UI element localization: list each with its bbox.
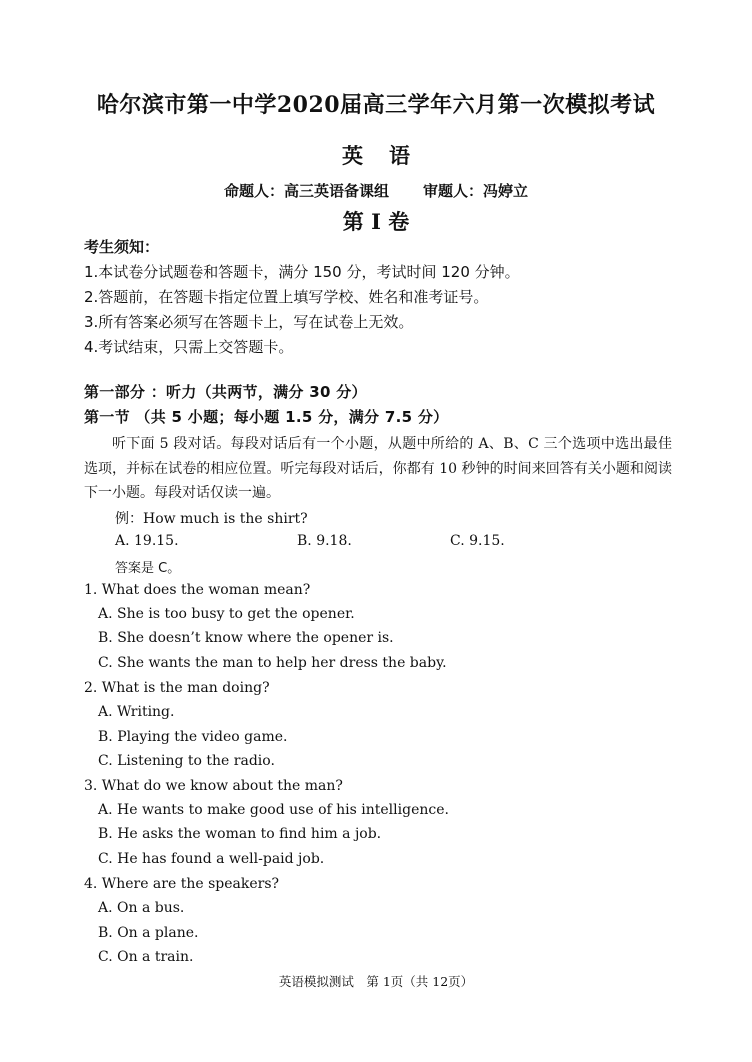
notice-item: 3.所有答案必须写在答题卡上，写在试卷上无效。	[84, 313, 414, 331]
subsection-heading: 第一节 （共 5 小题；每小题 1.5 分，满分 7.5 分）	[84, 408, 449, 426]
answer-option: C. Listening to the radio.	[98, 753, 275, 769]
author-line	[0, 180, 752, 201]
example-question: 例：How much is the shirt?	[115, 511, 308, 527]
answer-option: C. On a train.	[98, 949, 194, 965]
notice-heading: 考生须知：	[84, 238, 160, 256]
answer-option: A. Writing.	[98, 704, 175, 720]
answer-option: C. She wants the man to help her dress the baby.	[98, 655, 447, 671]
question-stem: 3. What do we know about the man?	[84, 778, 343, 794]
reviewer-label: 审题人：冯婷立	[423, 182, 529, 200]
example-option: C. 9.15.	[450, 533, 505, 549]
question-stem: 4. Where are the speakers?	[84, 876, 280, 892]
part-heading: 第一部分 ：听力（共两节，满分 30 分）	[84, 383, 367, 401]
example-option: B. 9.18.	[297, 533, 352, 549]
answer-option: B. On a plane.	[98, 925, 199, 941]
notice-item: 1.本试卷分试题卷和答题卡，满分 150 分，考试时间 120 分钟。	[84, 263, 520, 281]
answer-option: B. Playing the video game.	[98, 729, 288, 745]
notice-item: 2.答题前，在答题卡指定位置上填写学校、姓名和准考证号。	[84, 288, 489, 306]
answer-option: A. She is too busy to get the opener.	[98, 606, 355, 622]
answer-option: A. On a bus.	[98, 900, 185, 916]
example-option: A. 19.15.	[115, 533, 179, 549]
example-answer: 答案是 C。	[115, 561, 181, 576]
answer-option: B. She doesn’t know where the opener is.	[98, 630, 394, 646]
author-label: 命题人：高三英语备课组	[223, 182, 389, 200]
answer-option: A. He wants to make good use of his intelligence.	[98, 802, 449, 818]
subject-title: 英语	[342, 143, 436, 168]
answer-option: B. He asks the woman to find him a job.	[98, 826, 382, 842]
notice-item: 4.考试结束，只需上交答题卡。	[84, 338, 294, 356]
answer-option: C. He has found a well-paid job.	[98, 851, 325, 867]
listening-instructions: 听下面 5 段对话。每段对话后有一个小题，从题中所给的 A、B、C 三个选项中选出最佳选项，并标在试卷的相应位置。听完每段对话后，你都有 10 秒钟的时间来回答有关小题和阅读下一小题。每段对话仅读一遍。	[84, 436, 672, 501]
volume-heading: 第 I 卷	[342, 209, 410, 234]
exam-title: 哈尔滨市第一中学2020届高三学年六月第一次模拟考试	[96, 92, 656, 118]
question-stem: 1. What does the woman mean?	[84, 582, 311, 598]
question-stem: 2. What is the man doing?	[84, 680, 270, 696]
page-footer: 英语模拟测试 第 1页（共 12页）	[278, 974, 474, 989]
